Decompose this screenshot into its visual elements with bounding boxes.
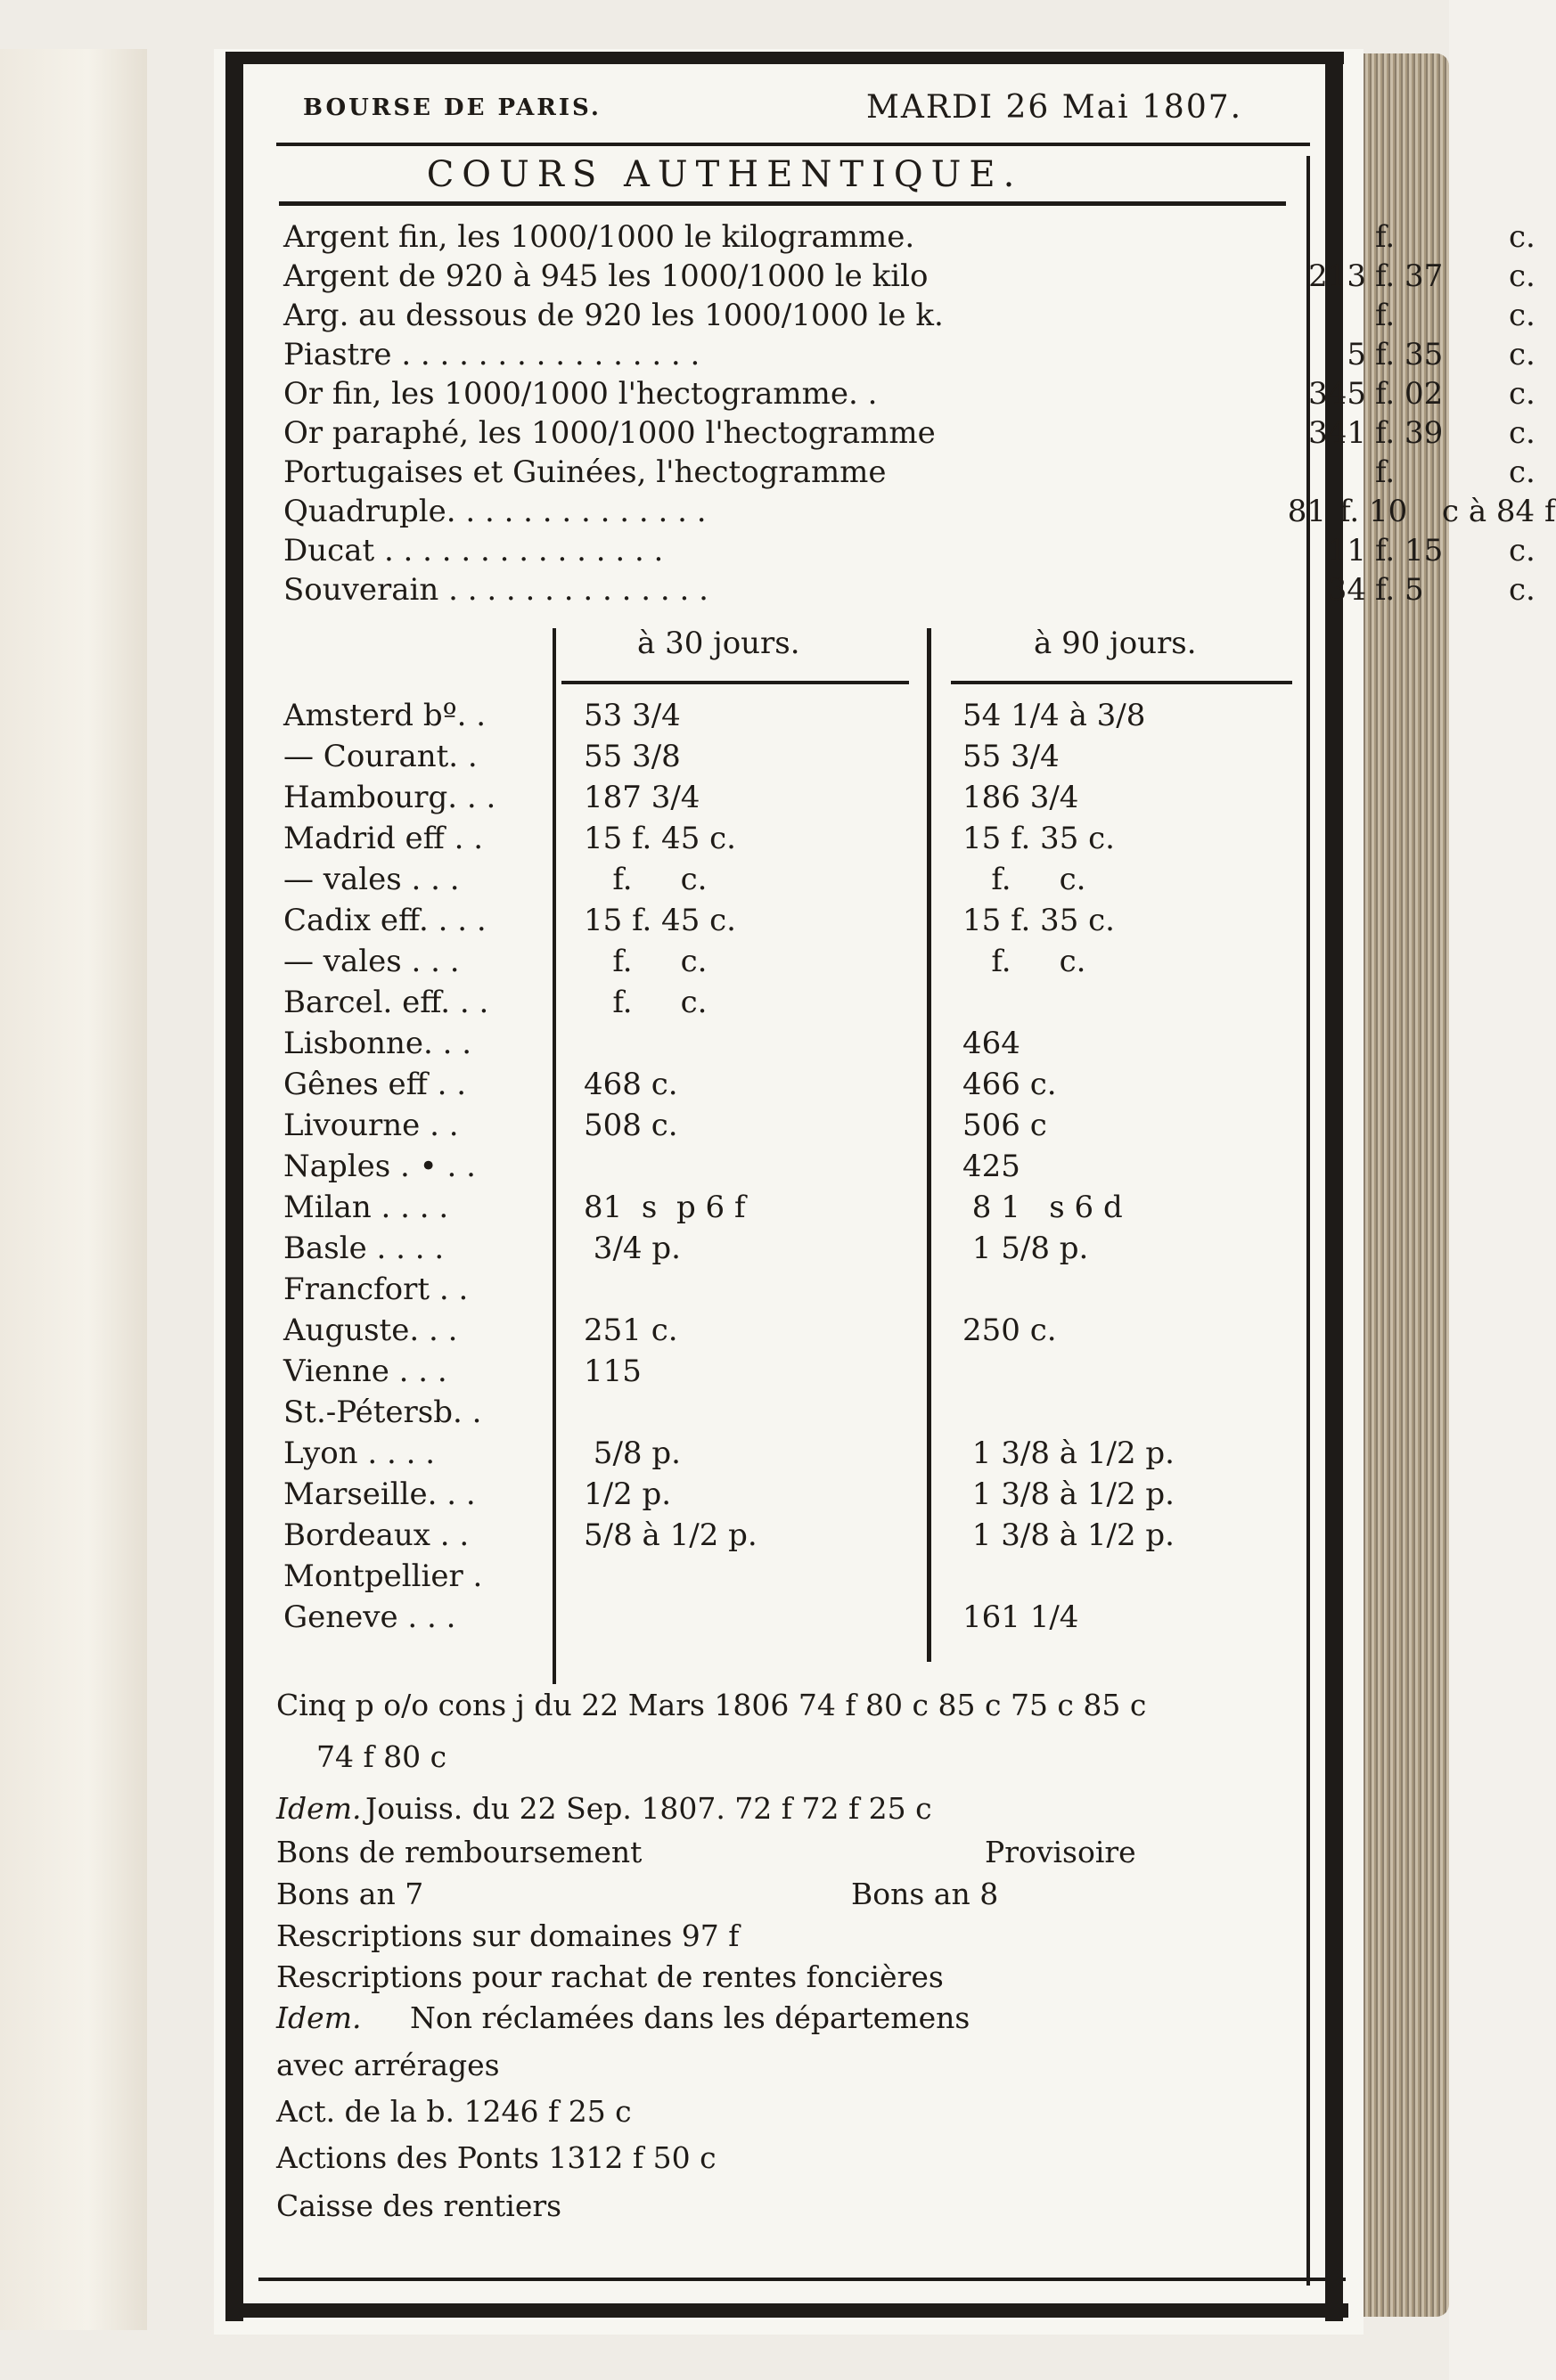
city-name: Naples . • . . bbox=[283, 1149, 476, 1184]
metal-centimes: c. bbox=[1509, 219, 1536, 255]
header-bourse: BOURSE DE PARIS. bbox=[303, 94, 602, 121]
rate-90-days: 186 3/4 bbox=[962, 780, 1079, 815]
funds-line-11: Actions des Ponts 1312 f 50 c bbox=[276, 2140, 717, 2175]
funds-line-1: Cinq p o/o cons j du 22 Mars 1806 74 f 80 c 85 c 75 c 85 c bbox=[276, 1688, 1147, 1722]
metal-centimes: c. bbox=[1509, 572, 1536, 608]
city-name: Francfort . . bbox=[283, 1272, 469, 1307]
rate-30-days: 5/8 p. bbox=[584, 1435, 681, 1471]
header-date: MARDI 26 Mai 1807. bbox=[866, 89, 1243, 126]
metal-row bbox=[283, 492, 1556, 531]
table-row bbox=[283, 982, 1335, 1023]
frame-left-border bbox=[225, 58, 243, 2321]
metal-francs: f. bbox=[1375, 454, 1396, 490]
rate-90-days: 8 1 s 6 d bbox=[962, 1190, 1123, 1225]
metal-value: 11 bbox=[1327, 533, 1366, 568]
idem-label: Idem. bbox=[276, 1791, 362, 1826]
metal-francs: f. 5 bbox=[1375, 572, 1424, 608]
non-reclamees-text: Non réclamées dans les départemens bbox=[410, 2000, 970, 2035]
table-row bbox=[283, 1433, 1335, 1474]
metal-value: 5 bbox=[1347, 337, 1366, 372]
metal-label: Or fin, les 1000/1000 l'hectogramme. . bbox=[283, 376, 878, 412]
metal-centimes: c. bbox=[1509, 415, 1536, 451]
rate-90-days: 1 3/8 à 1/2 p. bbox=[962, 1435, 1175, 1471]
metal-francs: f. 39 bbox=[1375, 415, 1444, 451]
rate-90-days: 15 f. 35 c. bbox=[962, 903, 1115, 938]
rate-30-days: 15 f. 45 c. bbox=[584, 821, 736, 856]
metal-value: 81 bbox=[1287, 494, 1326, 529]
funds-line-9: avec arrérages bbox=[276, 2048, 500, 2082]
rate-30-days: 1/2 p. bbox=[584, 1476, 672, 1512]
funds-line-7: Rescriptions pour rachat de rentes foncières bbox=[276, 1959, 944, 1994]
metal-label: Portugaises et Guinées, l'hectogramme bbox=[283, 454, 887, 490]
funds-line-10: Act. de la b. 1246 f 25 c bbox=[276, 2094, 632, 2129]
table-row bbox=[283, 1474, 1335, 1515]
header-rule bbox=[276, 143, 1310, 146]
jouissance-text: Jouiss. du 22 Sep. 1807. 72 f 72 f 25 c bbox=[365, 1791, 932, 1826]
table-row bbox=[283, 1187, 1335, 1228]
city-name: Hambourg. . . bbox=[283, 780, 496, 815]
funds-line-6: Rescriptions sur domaines 97 f bbox=[276, 1918, 740, 1953]
metal-label: Argent de 920 à 945 les 1000/1000 le kilo bbox=[283, 258, 929, 294]
rate-30-days: 55 3/8 bbox=[584, 739, 681, 774]
table-row bbox=[283, 1310, 1335, 1351]
rate-30-days: 5/8 à 1/2 p. bbox=[584, 1517, 758, 1553]
city-name: Livourne . . bbox=[283, 1108, 459, 1143]
city-name: Marseille. . . bbox=[283, 1476, 476, 1512]
column-rule-30 bbox=[561, 681, 909, 684]
page-title: COURS AUTHENTIQUE. bbox=[426, 154, 1023, 195]
rate-30-days: 251 c. bbox=[584, 1313, 678, 1348]
metal-label: Argent fin, les 1000/1000 le kilogramme. bbox=[283, 219, 915, 255]
rate-30-days: 468 c. bbox=[584, 1067, 678, 1102]
metal-centimes: c. bbox=[1509, 337, 1536, 372]
metal-centimes: c. bbox=[1509, 376, 1536, 412]
table-row bbox=[283, 818, 1335, 859]
table-row bbox=[283, 1351, 1335, 1392]
table-row bbox=[283, 695, 1335, 736]
metal-value: 341 bbox=[1308, 415, 1366, 451]
metal-row bbox=[283, 570, 1536, 609]
metal-label: Or paraphé, les 1000/1000 l'hectogramme bbox=[283, 415, 936, 451]
rate-90-days: f. c. bbox=[962, 944, 1086, 979]
table-row bbox=[283, 1556, 1335, 1597]
city-name: Bordeaux . . bbox=[283, 1517, 470, 1553]
metal-francs: f. 35 bbox=[1375, 337, 1444, 372]
rate-90-days: 161 1/4 bbox=[962, 1599, 1079, 1635]
table-row bbox=[283, 900, 1335, 941]
metal-row bbox=[283, 374, 1536, 413]
metal-row bbox=[283, 413, 1536, 453]
metal-centimes: c. bbox=[1509, 454, 1536, 490]
table-row bbox=[283, 1597, 1335, 1638]
metal-row bbox=[283, 335, 1536, 374]
city-name: Gênes eff . . bbox=[283, 1067, 467, 1102]
frame-bottom-border bbox=[225, 2303, 1348, 2318]
rate-30-days: 187 3/4 bbox=[584, 780, 700, 815]
rate-90-days: 1 5/8 p. bbox=[962, 1231, 1089, 1266]
rate-30-days: f. c. bbox=[584, 862, 708, 897]
city-name: Cadix eff. . . . bbox=[283, 903, 487, 938]
metal-value: 213 bbox=[1308, 258, 1366, 294]
city-name: — vales . . . bbox=[283, 944, 460, 979]
metal-label: Ducat . . . . . . . . . . . . . . . bbox=[283, 533, 664, 568]
table-row bbox=[283, 736, 1335, 777]
metal-label: Arg. au dessous de 920 les 1000/1000 le k. bbox=[283, 298, 944, 333]
rate-90-days: f. c. bbox=[962, 862, 1086, 897]
table-row bbox=[283, 1064, 1335, 1105]
table-row bbox=[283, 1146, 1335, 1187]
rate-90-days: 55 3/4 bbox=[962, 739, 1060, 774]
city-name: Montpellier . bbox=[283, 1558, 483, 1594]
frame-bottom-inner-rule bbox=[258, 2278, 1346, 2281]
city-name: — vales . . . bbox=[283, 862, 460, 897]
metal-row bbox=[283, 531, 1536, 570]
table-row bbox=[283, 1105, 1335, 1146]
title-rule bbox=[279, 201, 1286, 206]
metal-centimes: c. bbox=[1509, 258, 1536, 294]
rate-30-days: f. c. bbox=[584, 985, 708, 1020]
city-name: St.-Pétersb. . bbox=[283, 1394, 482, 1430]
metal-label: Quadruple. . . . . . . . . . . . . . bbox=[283, 494, 707, 529]
rate-90-days: 54 1/4 à 3/8 bbox=[962, 698, 1146, 733]
rate-30-days: 53 3/4 bbox=[584, 698, 681, 733]
table-row bbox=[283, 1023, 1335, 1064]
bons-an-7: Bons an 7 bbox=[276, 1877, 424, 1911]
city-name: — Courant. . bbox=[283, 739, 478, 774]
metal-value: 34 bbox=[1327, 572, 1366, 608]
metal-label: Piastre . . . . . . . . . . . . . . . . bbox=[283, 337, 700, 372]
metal-centimes: c à 84 f bbox=[1442, 494, 1556, 529]
metal-francs: f. 10 bbox=[1339, 494, 1408, 529]
table-row bbox=[283, 1392, 1335, 1433]
metal-row bbox=[283, 217, 1536, 257]
metal-francs: f. 02 bbox=[1375, 376, 1444, 412]
metal-francs: f. 37 bbox=[1375, 258, 1444, 294]
funds-line-12: Caisse des rentiers bbox=[276, 2188, 562, 2223]
column-header-30: à 30 jours. bbox=[637, 626, 800, 661]
metal-label: Souverain . . . . . . . . . . . . . . bbox=[283, 572, 708, 608]
rate-30-days: 508 c. bbox=[584, 1108, 678, 1143]
rate-90-days: 250 c. bbox=[962, 1313, 1057, 1348]
rate-90-days: 464 bbox=[962, 1026, 1020, 1061]
city-name: Vienne . . . bbox=[283, 1354, 447, 1389]
column-rule-90 bbox=[951, 681, 1292, 684]
city-name: Lisbonne. . . bbox=[283, 1026, 472, 1061]
rate-90-days: 506 c bbox=[962, 1108, 1047, 1143]
city-name: Milan . . . . bbox=[283, 1190, 449, 1225]
table-row bbox=[283, 777, 1335, 818]
table-row bbox=[283, 859, 1335, 900]
bons-an-8: Bons an 8 bbox=[851, 1877, 999, 1911]
provisoire-label: Provisoire bbox=[985, 1835, 1136, 1869]
rate-30-days: 115 bbox=[584, 1354, 642, 1389]
metal-row bbox=[283, 296, 1536, 335]
city-name: Barcel. eff. . . bbox=[283, 985, 489, 1020]
city-name: Auguste. . . bbox=[283, 1313, 458, 1348]
funds-line-2: 74 f 80 c bbox=[316, 1739, 447, 1774]
rate-90-days: 1 3/8 à 1/2 p. bbox=[962, 1476, 1175, 1512]
column-header-90: à 90 jours. bbox=[1034, 626, 1197, 661]
frame-top-border bbox=[225, 52, 1344, 64]
rate-30-days: 3/4 p. bbox=[584, 1231, 681, 1266]
metal-centimes: c. bbox=[1509, 298, 1536, 333]
rate-30-days: 81 s p 6 f bbox=[584, 1190, 746, 1225]
table-row bbox=[283, 1228, 1335, 1269]
metal-row bbox=[283, 453, 1536, 492]
rate-90-days: 466 c. bbox=[962, 1067, 1057, 1102]
bons-remboursement: Bons de remboursement bbox=[276, 1835, 643, 1869]
metal-francs: f. 15 bbox=[1375, 533, 1444, 568]
metal-francs: f. bbox=[1375, 219, 1396, 255]
table-row bbox=[283, 1269, 1335, 1310]
city-name: Basle . . . . bbox=[283, 1231, 445, 1266]
city-name: Madrid eff . . bbox=[283, 821, 484, 856]
rate-90-days: 15 f. 35 c. bbox=[962, 821, 1115, 856]
metal-row bbox=[283, 257, 1536, 296]
idem-label: Idem. bbox=[276, 2000, 362, 2035]
metal-francs: f. bbox=[1375, 298, 1396, 333]
rate-30-days: f. c. bbox=[584, 944, 708, 979]
city-name: Amsterd bº. . bbox=[283, 698, 487, 733]
rate-90-days: 1 3/8 à 1/2 p. bbox=[962, 1517, 1175, 1553]
metal-centimes: c. bbox=[1509, 533, 1536, 568]
table-row bbox=[283, 1515, 1335, 1556]
city-name: Lyon . . . . bbox=[283, 1435, 436, 1471]
city-name: Geneve . . . bbox=[283, 1599, 456, 1635]
left-facing-page bbox=[0, 49, 147, 2330]
metal-value: 345 bbox=[1308, 376, 1366, 412]
rate-30-days: 15 f. 45 c. bbox=[584, 903, 736, 938]
table-row bbox=[283, 941, 1335, 982]
rate-90-days: 425 bbox=[962, 1149, 1020, 1184]
